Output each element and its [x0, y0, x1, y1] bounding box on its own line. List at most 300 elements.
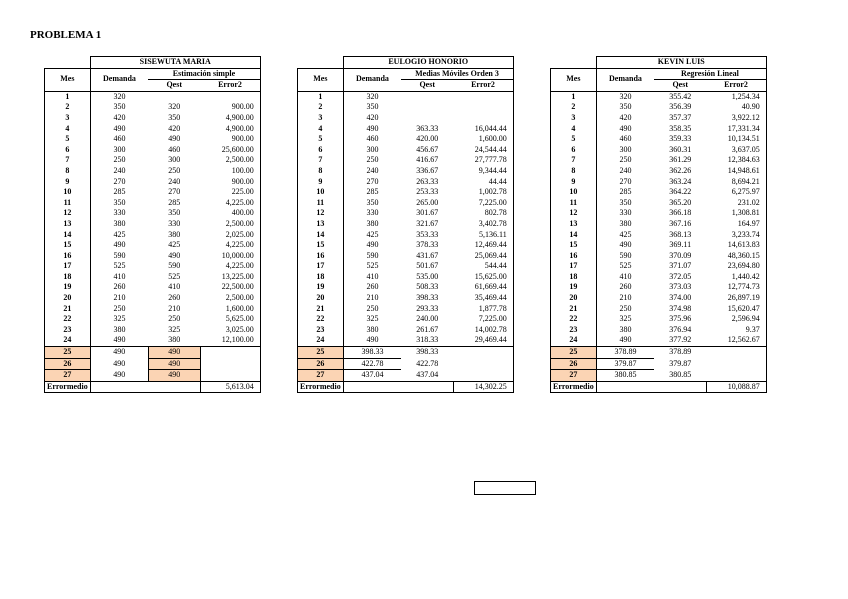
qest-cell: 375.96: [669, 314, 692, 324]
demanda-cell: 330: [366, 208, 379, 218]
forecast-table: [44, 56, 261, 393]
demanda-cell: 525: [366, 261, 379, 271]
error2-cell: 231.02: [706, 198, 766, 209]
qest-cell: 373.03: [669, 282, 692, 292]
qest-cell: 525: [168, 271, 181, 281]
error2-cell: [453, 358, 513, 370]
mes-cell: 3: [45, 113, 91, 124]
mes-cell: 24: [298, 335, 344, 346]
table-row: [551, 155, 767, 166]
error2-cell: 2,500.00: [200, 219, 260, 230]
error2-cell: 900.00: [200, 177, 260, 188]
qest-cell: 355.42: [669, 91, 692, 101]
table-row: [45, 335, 261, 346]
demanda-cell: 425: [619, 229, 632, 239]
demanda-cell: 250: [366, 303, 379, 313]
error2-cell: [706, 370, 766, 382]
qest-cell: 380: [168, 229, 181, 239]
table-sisewuta-maria: [44, 56, 261, 393]
demanda-cell: 260: [113, 282, 126, 292]
table-row: [551, 113, 767, 124]
error2-cell: 802.78: [453, 208, 513, 219]
qest-cell: 359.33: [669, 134, 692, 144]
error2-cell: 12,562.67: [706, 335, 766, 346]
error2-cell: 35,469.44: [453, 293, 513, 304]
qest-cell: 460: [168, 144, 181, 154]
qest-cell: 301.67: [416, 208, 439, 218]
column-header-qest: Qest: [148, 80, 200, 92]
qest-cell: 416.67: [416, 155, 439, 165]
table-row: [45, 272, 261, 283]
demanda-cell: 285: [113, 187, 126, 197]
error2-cell: 61,669.44: [453, 282, 513, 293]
table-row: [45, 166, 261, 177]
error2-cell: 2,025.00: [200, 230, 260, 241]
table-row: [298, 304, 514, 315]
table-row: [298, 282, 514, 293]
qest-cell: 360.31: [669, 144, 692, 154]
error2-cell: 9.37: [706, 325, 766, 336]
table-row: [45, 208, 261, 219]
qest-cell: 261.67: [416, 324, 439, 334]
qest-cell: [401, 113, 453, 124]
forecast-row: [298, 370, 514, 382]
qest-cell: 210: [168, 303, 181, 313]
error2-cell: 400.00: [200, 208, 260, 219]
mes-cell: 21: [45, 304, 91, 315]
qest-cell: 321.67: [416, 218, 439, 228]
demanda-cell: 240: [619, 165, 632, 175]
error2-cell: 164.97: [706, 219, 766, 230]
qest-cell: 358.35: [669, 123, 692, 133]
table-row: [551, 198, 767, 209]
mes-cell: 25: [45, 347, 91, 359]
mes-cell: 9: [298, 177, 344, 188]
errormedio-label: Errormedio: [298, 381, 344, 393]
mes-cell: 7: [298, 155, 344, 166]
demanda-cell: 210: [366, 293, 379, 303]
qest-cell: 431.67: [416, 250, 439, 260]
column-header-mes: Mes: [45, 68, 91, 91]
error2-cell: 225.00: [200, 187, 260, 198]
errormedio-label: Errormedio: [45, 381, 91, 393]
demanda-cell: 425: [366, 229, 379, 239]
table-row: [298, 113, 514, 124]
table-row: [298, 325, 514, 336]
qest-cell: 263.33: [416, 176, 439, 186]
error2-cell: 3,922.12: [706, 113, 766, 124]
error2-cell: 1,600.00: [200, 304, 260, 315]
demanda-cell: 590: [366, 250, 379, 260]
table-row: [551, 261, 767, 272]
qest-cell: 398.33: [416, 293, 439, 303]
mes-cell: 26: [45, 358, 91, 370]
demanda-cell: 525: [113, 261, 126, 271]
demanda-cell: 380: [366, 324, 379, 334]
qest-cell: 420: [168, 123, 181, 133]
demanda-cell: 410: [366, 271, 379, 281]
demanda-cell: 490: [619, 240, 632, 250]
mes-cell: 20: [45, 293, 91, 304]
mes-cell: 8: [45, 166, 91, 177]
qest-cell: 422.78: [416, 358, 439, 368]
qest-cell: 380.85: [669, 369, 692, 379]
table-kevin-luis: [550, 56, 767, 393]
error2-cell: 48,360.15: [706, 251, 766, 262]
error2-cell: [453, 370, 513, 382]
qest-cell: 270: [168, 187, 181, 197]
qest-cell: 490: [168, 134, 181, 144]
empty-cell-box: [474, 481, 536, 495]
header-blank: [298, 57, 344, 69]
table-row: [551, 272, 767, 283]
table-row: [298, 272, 514, 283]
table-row: [298, 230, 514, 241]
qest-cell: 250: [168, 314, 181, 324]
mes-cell: 3: [551, 113, 597, 124]
table-row: [298, 240, 514, 251]
mes-cell: 4: [551, 124, 597, 135]
mes-cell: 24: [45, 335, 91, 346]
mes-cell: 11: [298, 198, 344, 209]
mes-cell: 16: [551, 251, 597, 262]
demanda-cell: 490: [90, 358, 148, 370]
qest-cell: 410: [168, 282, 181, 292]
mes-cell: 12: [298, 208, 344, 219]
qest-cell: 240.00: [416, 314, 439, 324]
error2-cell: 17,331.34: [706, 124, 766, 135]
error2-cell: 10,134.51: [706, 134, 766, 145]
error2-cell: 1,600.00: [453, 134, 513, 145]
error2-cell: 8,694.21: [706, 177, 766, 188]
table-row: [45, 219, 261, 230]
method-header: Regresión Lineal: [654, 68, 766, 80]
demanda-cell: 410: [113, 271, 126, 281]
demanda-cell: 425: [113, 229, 126, 239]
demanda-cell: 460: [619, 134, 632, 144]
mes-cell: 19: [298, 282, 344, 293]
qest-cell: 320: [168, 102, 181, 112]
qest-cell: 374.98: [669, 303, 692, 313]
demanda-cell: 250: [113, 303, 126, 313]
errormedio-spacer: [343, 381, 453, 393]
demanda-cell: 490: [343, 335, 401, 346]
qest-cell: 364.22: [669, 187, 692, 197]
qest-cell: 240: [168, 176, 181, 186]
mes-cell: 22: [298, 314, 344, 325]
mes-cell: 24: [551, 335, 597, 346]
table-row: [551, 219, 767, 230]
qest-cell: 372.05: [669, 271, 692, 281]
header-blank: [551, 57, 597, 69]
demanda-cell: 525: [619, 261, 632, 271]
table-eulogio-honorio: [297, 56, 514, 393]
error2-cell: 3,233.74: [706, 230, 766, 241]
qest-cell: 490: [168, 250, 181, 260]
table-row: [298, 261, 514, 272]
error2-cell: 14,613.83: [706, 240, 766, 251]
mes-cell: 16: [298, 251, 344, 262]
mes-cell: 12: [45, 208, 91, 219]
table-row: [298, 335, 514, 346]
forecast-row: [298, 358, 514, 370]
error2-cell: 4,900.00: [200, 113, 260, 124]
qest-cell: 425: [168, 240, 181, 250]
error2-cell: 1,002.78: [453, 187, 513, 198]
errormedio-value: 10,088.87: [706, 381, 766, 393]
mes-cell: 26: [551, 358, 597, 370]
mes-cell: 25: [298, 347, 344, 359]
demanda-cell: 350: [366, 197, 379, 207]
table-row: [551, 335, 767, 346]
error2-cell: 10,000.00: [200, 251, 260, 262]
table-row: [298, 124, 514, 135]
mes-cell: 22: [45, 314, 91, 325]
table-row: [45, 124, 261, 135]
qest-cell: 350: [168, 112, 181, 122]
error2-cell: 4,225.00: [200, 240, 260, 251]
error2-cell: [453, 102, 513, 113]
demanda-cell: 330: [113, 208, 126, 218]
demanda-cell: 250: [619, 155, 632, 165]
mes-cell: 19: [551, 282, 597, 293]
demanda-cell: 380: [366, 218, 379, 228]
qest-cell: 361.29: [669, 155, 692, 165]
qest-cell: [148, 91, 200, 102]
error2-cell: 7,225.00: [453, 198, 513, 209]
demanda-cell: 270: [619, 176, 632, 186]
demanda-cell: 285: [366, 187, 379, 197]
qest-cell: 356.39: [669, 102, 692, 112]
table-row: [45, 198, 261, 209]
table-row: [551, 134, 767, 145]
error2-cell: 900.00: [200, 134, 260, 145]
mes-cell: 14: [45, 230, 91, 241]
mes-cell: 15: [551, 240, 597, 251]
error2-cell: 44.44: [453, 177, 513, 188]
table-row: [45, 304, 261, 315]
forecast-row: [551, 370, 767, 382]
mes-cell: 1: [551, 91, 597, 102]
qest-cell: 370.09: [669, 250, 692, 260]
demanda-cell: 490: [619, 123, 632, 133]
mes-cell: 18: [551, 272, 597, 283]
demanda-cell: 285: [619, 187, 632, 197]
error2-cell: [200, 358, 260, 370]
demanda-cell: 300: [113, 144, 126, 154]
error2-cell: [706, 347, 766, 359]
mes-cell: 23: [551, 325, 597, 336]
mes-cell: 20: [551, 293, 597, 304]
mes-cell: 22: [551, 314, 597, 325]
mes-cell: 13: [298, 219, 344, 230]
table-row: [45, 113, 261, 124]
qest-cell: 362.26: [669, 165, 692, 175]
demanda-cell: 490: [113, 123, 126, 133]
demanda-cell: 260: [619, 282, 632, 292]
demanda-cell: 270: [366, 176, 379, 186]
mes-cell: 5: [298, 134, 344, 145]
error2-cell: 3,025.00: [200, 325, 260, 336]
qest-cell: 398.33: [416, 347, 439, 357]
table-row: [551, 124, 767, 135]
error2-cell: 544.44: [453, 261, 513, 272]
error2-cell: 26,897.19: [706, 293, 766, 304]
qest-cell: 353.33: [416, 229, 439, 239]
error2-cell: 1,877.78: [453, 304, 513, 315]
qest-cell: 357.37: [669, 112, 692, 122]
error2-cell: [200, 370, 260, 382]
table-row: [551, 230, 767, 241]
table-row: [298, 145, 514, 156]
mes-cell: 2: [45, 102, 91, 113]
demanda-cell: 325: [619, 314, 632, 324]
demanda-cell: 250: [366, 155, 379, 165]
mes-cell: 8: [298, 166, 344, 177]
mes-cell: 3: [298, 113, 344, 124]
mes-cell: 18: [298, 272, 344, 283]
forecast-row: [551, 358, 767, 370]
mes-cell: 1: [45, 91, 91, 102]
qest-cell: 325: [168, 324, 181, 334]
table-row: [298, 198, 514, 209]
qest-cell: 293.33: [416, 303, 439, 313]
table-row: [45, 134, 261, 145]
demanda-cell: 379.87: [596, 358, 654, 370]
error2-cell: 1,308.81: [706, 208, 766, 219]
mes-cell: 2: [551, 102, 597, 113]
demanda-cell: 320: [366, 91, 379, 101]
mes-cell: 19: [45, 282, 91, 293]
method-header: Medias Móviles Orden 3: [401, 68, 513, 80]
forecast-table: [297, 56, 514, 393]
demanda-cell: 210: [619, 293, 632, 303]
mes-cell: 11: [45, 198, 91, 209]
mes-cell: 14: [298, 230, 344, 241]
qest-cell: 250: [168, 165, 181, 175]
table-row: [551, 145, 767, 156]
demanda-cell: 250: [619, 303, 632, 313]
demanda-cell: 380: [619, 218, 632, 228]
table-row: [551, 91, 767, 102]
qest-cell: 368.13: [669, 229, 692, 239]
demanda-cell: 490: [90, 347, 148, 359]
qest-cell: 490: [148, 370, 200, 382]
mes-cell: 10: [45, 187, 91, 198]
error2-cell: 100.00: [200, 166, 260, 177]
demanda-cell: 240: [113, 165, 126, 175]
demanda-cell: 350: [113, 197, 126, 207]
qest-cell: 336.67: [416, 165, 439, 175]
demanda-cell: 320: [619, 91, 632, 101]
column-header-error2: Error2: [453, 80, 513, 92]
errormedio-spacer: [596, 381, 706, 393]
qest-cell: [401, 91, 453, 102]
errormedio-row: [45, 381, 261, 393]
table-row: [45, 293, 261, 304]
error2-cell: 2,596.94: [706, 314, 766, 325]
qest-cell: 265.00: [416, 197, 439, 207]
error2-cell: 9,344.44: [453, 166, 513, 177]
table-row: [45, 91, 261, 102]
error2-cell: 29,469.44: [453, 335, 513, 346]
demanda-cell: 210: [113, 293, 126, 303]
errormedio-value: 14,302.25: [453, 381, 513, 393]
qest-cell: 535.00: [416, 271, 439, 281]
table-row: [298, 166, 514, 177]
qest-cell: 456.67: [416, 144, 439, 154]
qest-cell: 490: [148, 347, 200, 359]
table-row: [298, 293, 514, 304]
demanda-cell: 590: [113, 250, 126, 260]
mes-cell: 1: [298, 91, 344, 102]
error2-cell: 27,777.78: [453, 155, 513, 166]
error2-cell: 40.90: [706, 102, 766, 113]
table-row: [551, 102, 767, 113]
mes-cell: 23: [298, 325, 344, 336]
error2-cell: [453, 91, 513, 102]
qest-cell: 369.11: [669, 240, 692, 250]
mes-cell: 21: [551, 304, 597, 315]
qest-cell: 350: [168, 208, 181, 218]
mes-cell: 27: [298, 370, 344, 382]
qest-cell: 300: [168, 155, 181, 165]
method-header: Estimación simple: [148, 68, 260, 80]
errormedio-spacer: [90, 381, 200, 393]
table-row: [298, 187, 514, 198]
mes-cell: 4: [45, 124, 91, 135]
mes-cell: 23: [45, 325, 91, 336]
forecast-row: [45, 347, 261, 359]
error2-cell: 7,225.00: [453, 314, 513, 325]
table-row: [45, 177, 261, 188]
demanda-cell: 350: [366, 102, 379, 112]
demanda-cell: 260: [366, 282, 379, 292]
mes-cell: 13: [551, 219, 597, 230]
error2-cell: 15,625.00: [453, 272, 513, 283]
qest-cell: 330: [168, 218, 181, 228]
table-row: [45, 325, 261, 336]
error2-cell: 22,500.00: [200, 282, 260, 293]
qest-cell: 378.89: [669, 347, 692, 357]
table-row: [298, 91, 514, 102]
table-row: [298, 134, 514, 145]
table-row: [551, 293, 767, 304]
qest-cell: 318.33: [401, 335, 453, 346]
demanda-cell: 380: [619, 324, 632, 334]
demanda-cell: 398.33: [343, 347, 401, 359]
mes-cell: 27: [551, 370, 597, 382]
error2-cell: 14,002.78: [453, 325, 513, 336]
qest-cell: 437.04: [416, 369, 439, 379]
error2-cell: 1,440.42: [706, 272, 766, 283]
mes-cell: 15: [298, 240, 344, 251]
mes-cell: 25: [551, 347, 597, 359]
mes-cell: 12: [551, 208, 597, 219]
mes-cell: 7: [45, 155, 91, 166]
mes-cell: 2: [298, 102, 344, 113]
error2-cell: 5,625.00: [200, 314, 260, 325]
demanda-cell: 325: [366, 314, 379, 324]
demanda-cell: 300: [366, 144, 379, 154]
demanda-cell: 350: [619, 102, 632, 112]
forecast-row: [45, 358, 261, 370]
qest-cell: 363.24: [669, 176, 692, 186]
table-row: [551, 325, 767, 336]
demanda-cell: 420: [366, 112, 379, 122]
demanda-cell: 460: [366, 134, 379, 144]
table-row: [551, 282, 767, 293]
